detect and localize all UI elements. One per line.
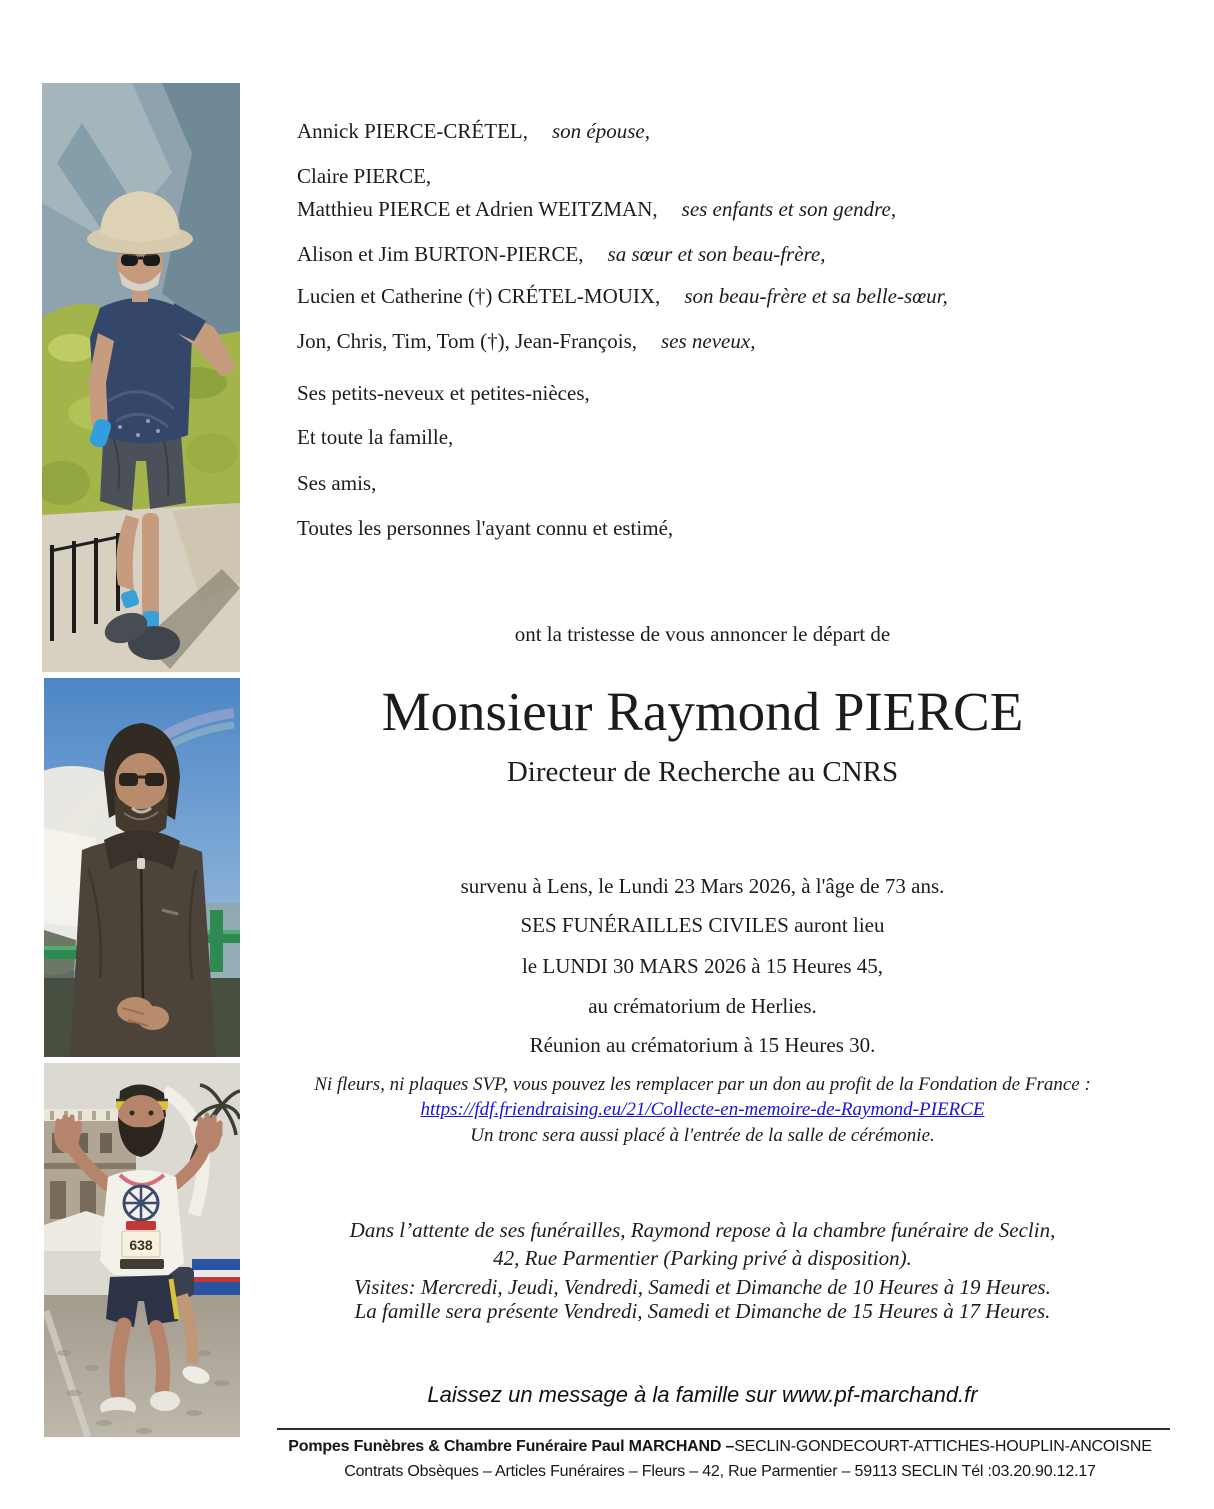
family-relation: ses neveux, — [661, 329, 756, 353]
donation-notice: Ni fleurs, ni plaques SVP, vous pouvez les remplacer par un don au profit de la Fondation de France : — [314, 1074, 1091, 1095]
chapel-info-line: 42, Rue Parmentier (Parking privé à disposition). — [493, 1246, 912, 1270]
ceremony-line: au crématorium de Herlies. — [588, 994, 817, 1018]
family-name: Ses petits-neveux et petites-nièces, — [297, 381, 590, 405]
ceremony-line: SES FUNÉRAILLES CIVILES auront lieu — [520, 913, 885, 937]
family-line — [297, 424, 453, 450]
donation-link-line — [245, 1099, 1160, 1121]
deceased-name: Monsieur Raymond PIERCE — [381, 681, 1024, 742]
footer-services-line: Contrats Obsèques – Articles Funéraires – Fleurs – 42, Rue Parmentier – 59113 SECLIN Tél :03.20.90.12.17 — [344, 1463, 1096, 1480]
family-line — [297, 380, 590, 406]
family-name: Claire PIERCE, — [297, 164, 432, 188]
family-name: Alison et Jim BURTON-PIERCE, — [297, 242, 584, 266]
family-line — [297, 470, 376, 496]
family-relation: son épouse, — [551, 119, 650, 143]
donation-link[interactable]: https://fdf.friendraising.eu/21/Collecte-en-memoire-de-Raymond-PIERCE — [420, 1099, 985, 1120]
footer-company-towns: SECLIN-GONDECOURT-ATTICHES-HOUPLIN-ANCOISNE — [734, 1438, 1152, 1455]
family-line — [297, 515, 673, 541]
family-name: Toutes les personnes l'ayant connu et estimé, — [297, 516, 674, 540]
race-bib-number: 638 — [129, 1237, 153, 1253]
family-line — [297, 163, 455, 189]
family-name: Et toute la famille, — [297, 425, 454, 449]
family-relation: son beau-frère et sa belle-sœur, — [684, 284, 948, 308]
family-line — [297, 118, 650, 144]
chapel-info-line: Visites: Mercredi, Jeudi, Vendredi, Samedi et Dimanche de 10 Heures à 19 Heures. — [354, 1275, 1051, 1299]
donation-tronc-note: Un tronc sera aussi placé à l'entrée de la salle de cérémonie. — [470, 1125, 935, 1146]
photo-waterfall — [44, 678, 240, 1057]
photo-waterfall-image — [44, 678, 240, 1057]
ceremony-line: Réunion au crématorium à 15 Heures 30. — [529, 1033, 876, 1057]
family-name: Lucien et Catherine (†) CRÉTEL-MOUIX, — [297, 284, 661, 308]
footer-divider — [277, 1428, 1170, 1430]
announcement-line: ont la tristesse de vous annoncer le départ de — [514, 622, 891, 646]
family-line — [297, 241, 826, 267]
guestbook-message-line: Laissez un message à la famille sur www.pf-marchand.fr — [427, 1382, 978, 1407]
ceremony-line: survenu à Lens, le Lundi 23 Mars 2026, à l'âge de 73 ans. — [460, 874, 945, 898]
family-name: Annick PIERCE-CRÉTEL, — [297, 119, 528, 143]
family-name: Jon, Chris, Tim, Tom (†), Jean-François, — [297, 329, 637, 353]
photo-hiking — [42, 83, 240, 672]
family-relation: ses enfants et son gendre, — [681, 197, 897, 221]
chapel-info-line: Dans l’attente de ses funérailles, Raymond repose à la chambre funéraire de Seclin, — [349, 1218, 1056, 1242]
deceased-profession: Directeur de Recherche au CNRS — [506, 756, 899, 788]
family-line — [297, 283, 948, 309]
photo-hiking-image — [42, 83, 240, 672]
chapel-info-line: La famille sera présente Vendredi, Samedi et Dimanche de 15 Heures à 17 Heures. — [354, 1299, 1051, 1323]
family-relation: sa sœur et son beau-frère, — [607, 242, 826, 266]
family-line — [297, 196, 896, 222]
family-name: Ses amis, — [297, 471, 377, 495]
family-line — [297, 328, 755, 354]
footer-company-line — [250, 1438, 1190, 1456]
photo-marathon-image — [44, 1063, 240, 1437]
photo-marathon — [44, 1063, 240, 1437]
footer-company-name: Pompes Funèbres & Chambre Funéraire Paul MARCHAND – — [288, 1438, 735, 1455]
family-name: Matthieu PIERCE et Adrien WEITZMAN, — [297, 197, 658, 221]
ceremony-line: le LUNDI 30 MARS 2026 à 15 Heures 45, — [521, 954, 884, 978]
